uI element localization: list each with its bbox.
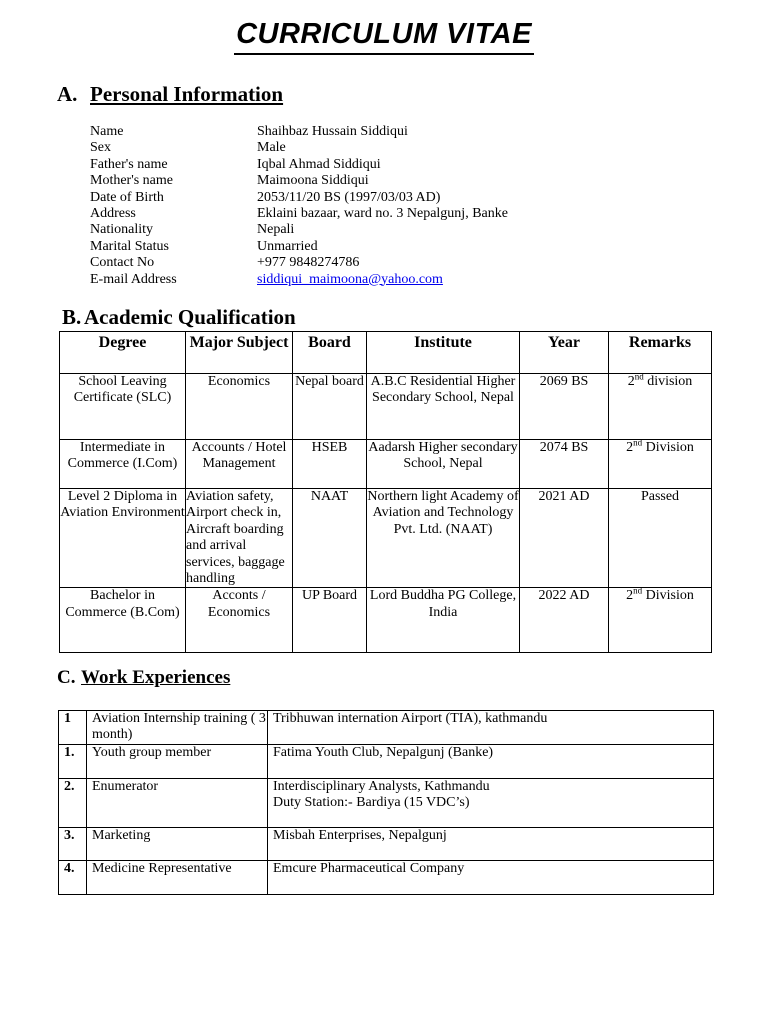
col-header: Year — [520, 332, 609, 374]
info-value: Maimoona Siddiqui — [257, 173, 369, 189]
section-work-heading — [57, 667, 230, 689]
section-title: Academic Qualification — [84, 305, 296, 329]
info-row-address — [90, 206, 508, 222]
section-title: Personal Information — [90, 82, 284, 106]
cell-remarks — [609, 585, 712, 653]
info-value: +977 9848274786 — [257, 255, 360, 271]
cell-institute: Lord Buddha PG College, India — [367, 588, 520, 653]
cell-institute: A.B.C Residential Higher Secondary School, Nepal — [367, 374, 520, 440]
info-label: Sex — [90, 140, 111, 156]
info-label: E-mail Address — [90, 271, 177, 287]
cell-number: 3. — [59, 827, 87, 860]
info-label: Date of Birth — [90, 189, 164, 205]
work-experience-table — [58, 710, 714, 895]
col-header: Board — [293, 332, 367, 374]
remarks-text: division — [643, 374, 693, 389]
remarks-suffix: nd — [633, 585, 643, 596]
cell-role: Aviation Internship training ( 3 month) — [87, 711, 268, 745]
info-label: Nationality — [90, 222, 153, 238]
cell-subject: Accounts / Hotel Management — [186, 440, 293, 489]
cell-organization: Interdisciplinary Analysts, Kathmandu Duty Station:- Bardiya (15 VDC’s) — [268, 778, 714, 827]
cell-board: HSEB — [293, 440, 367, 489]
cell-board: Nepal board — [293, 374, 367, 440]
info-value: Shaihbaz Hussain Siddiqui — [257, 124, 408, 139]
cell-number: 1. — [59, 744, 87, 778]
cell-institute: Northern light Academy of Aviation and Technology Pvt. Ltd. (NAAT) — [367, 489, 520, 588]
table-row — [59, 778, 714, 827]
section-letter: A. — [57, 82, 78, 106]
cell-subject: Acconts / Economics — [186, 588, 293, 653]
col-header: Remarks — [609, 332, 712, 374]
table-row — [59, 744, 714, 778]
table-row — [59, 860, 714, 894]
cell-degree: Level 2 Diploma in Aviation Environment — [60, 489, 186, 588]
cv-title-text: CURRICULUM VITAE — [234, 18, 534, 55]
col-header: Institute — [367, 332, 520, 374]
info-value: 2053/11/20 BS (1997/03/03 AD) — [257, 189, 441, 205]
cell-role: Medicine Representative — [87, 860, 268, 894]
info-row-mother — [90, 173, 508, 189]
info-row-name — [90, 124, 508, 140]
section-personal-heading — [57, 82, 283, 107]
col-header: Major Subject — [186, 332, 293, 374]
cell-board: UP Board — [293, 588, 367, 653]
info-label: Mother's name — [90, 173, 174, 189]
personal-info-list — [90, 124, 508, 288]
section-title: Work Experiences — [81, 667, 231, 688]
academic-table — [59, 331, 712, 653]
cell-degree: Intermediate in Commerce (I.Com) — [60, 440, 186, 489]
cell-degree: School Leaving Certificate (SLC) — [60, 374, 186, 440]
remarks-number: 2 — [626, 440, 634, 455]
info-row-contact — [90, 255, 508, 271]
cell-number: 2. — [59, 778, 87, 827]
info-row-father — [90, 157, 508, 173]
info-row-sex — [90, 140, 508, 156]
info-value: Male — [257, 140, 286, 156]
info-value: Iqbal Ahmad Siddiqui — [257, 156, 381, 172]
info-value: Nepali — [257, 222, 295, 238]
info-value: Eklaini bazaar, ward no. 3 Nepalgunj, Banke — [257, 205, 508, 221]
cell-organization: Emcure Pharmaceutical Company — [268, 860, 714, 894]
remarks-number: 2 — [627, 374, 635, 389]
remarks-text: Division — [642, 440, 694, 455]
cell-degree: Bachelor in Commerce (B.Com) — [60, 588, 186, 653]
info-label: Address — [90, 205, 136, 221]
cell-subject: Aviation safety, Airport check in, Aircraft boarding and arrival services, baggage handling — [186, 489, 293, 588]
info-value: Unmarried — [257, 238, 318, 254]
table-row — [60, 440, 712, 489]
cell-organization: Misbah Enterprises, Nepalgunj — [268, 827, 714, 860]
cell-subject: Economics — [186, 374, 293, 440]
section-academic-heading — [62, 305, 296, 330]
cell-board: NAAT — [293, 489, 367, 588]
remarks-text: Passed — [640, 489, 680, 504]
table-row — [59, 711, 714, 745]
info-row-email — [90, 272, 508, 288]
remarks-number: 2 — [626, 588, 634, 604]
info-label: Name — [90, 124, 124, 139]
info-row-dob — [90, 190, 508, 206]
table-row — [60, 374, 712, 440]
remarks-text: Division — [642, 588, 694, 604]
cell-role: Youth group member — [87, 744, 268, 778]
remarks-suffix: nd — [634, 371, 644, 382]
cell-institute: Aadarsh Higher secondary School, Nepal — [367, 440, 520, 489]
info-label: Father's name — [90, 156, 168, 172]
cell-year: 2022 AD — [520, 588, 609, 653]
col-header: Degree — [60, 332, 186, 374]
email-link[interactable]: siddiqui_maimoona@yahoo.com — [257, 271, 443, 287]
cell-year: 2074 BS — [520, 440, 609, 489]
info-label: Marital Status — [90, 238, 169, 254]
cell-remarks — [609, 489, 712, 588]
cell-number: 1 — [59, 711, 87, 745]
info-row-nationality — [90, 222, 508, 238]
section-letter: B. — [62, 305, 82, 329]
cell-number: 4. — [59, 860, 87, 894]
section-letter: C. — [57, 667, 76, 688]
table-row — [60, 588, 712, 653]
academic-header-row — [60, 332, 712, 374]
remarks-suffix: nd — [633, 437, 643, 448]
cell-year: 2069 BS — [520, 374, 609, 440]
table-row — [60, 489, 712, 588]
info-label: Contact No — [90, 255, 155, 271]
cell-remarks — [609, 437, 712, 489]
cv-title — [0, 18, 768, 55]
cell-remarks — [609, 371, 712, 440]
cell-organization: Tribhuwan internation Airport (TIA), kathmandu — [268, 711, 714, 745]
cell-role: Marketing — [87, 827, 268, 860]
cell-role: Enumerator — [87, 778, 268, 827]
cell-organization: Fatima Youth Club, Nepalgunj (Banke) — [268, 744, 714, 778]
cell-year: 2021 AD — [520, 489, 609, 588]
table-row — [59, 827, 714, 860]
info-row-marital — [90, 239, 508, 255]
